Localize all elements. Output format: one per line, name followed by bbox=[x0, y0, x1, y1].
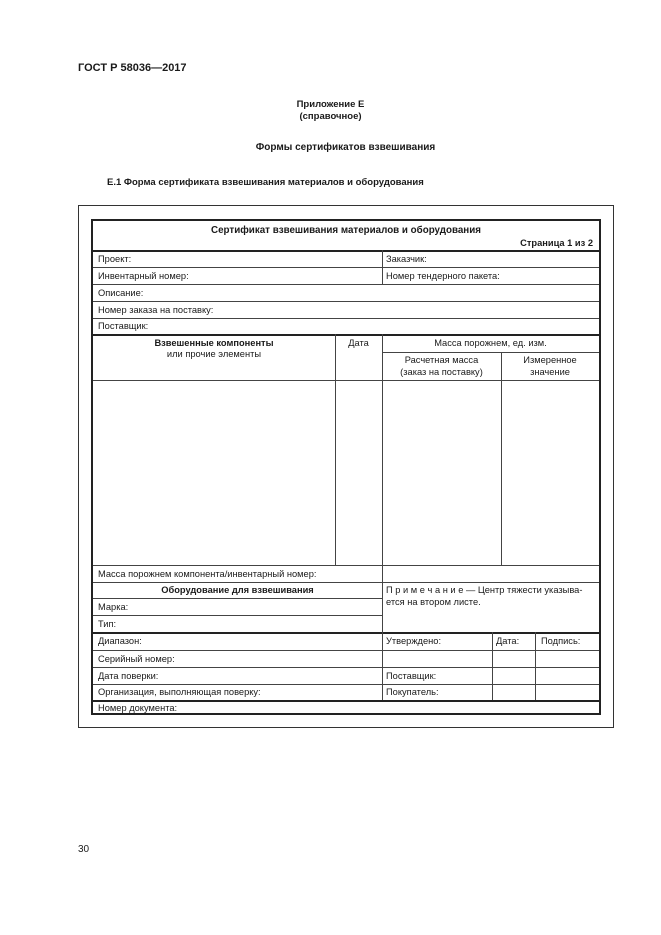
empty-mass-column-header: Масса порожнем, ед. изм. bbox=[434, 338, 547, 348]
serial-number-label: Серийный номер: bbox=[98, 654, 175, 664]
divider bbox=[382, 334, 383, 632]
divider bbox=[93, 615, 382, 616]
calibration-date-label: Дата поверки: bbox=[98, 671, 159, 681]
supplier-sign-label: Поставщик: bbox=[386, 671, 437, 681]
subsection-title: Е.1 Форма сертификата взвешивания материалов и оборудования bbox=[107, 177, 424, 188]
page-label: Страница 1 из 2 bbox=[520, 238, 593, 248]
form-title: Сертификат взвешивания материалов и оборудования bbox=[211, 225, 481, 236]
divider bbox=[382, 352, 599, 353]
date-column-header: Дата bbox=[348, 338, 369, 348]
divider bbox=[335, 334, 336, 566]
customer-label: Заказчик: bbox=[386, 254, 427, 264]
divider bbox=[93, 700, 599, 702]
divider bbox=[93, 301, 599, 302]
divider bbox=[93, 284, 599, 285]
divider bbox=[93, 267, 599, 268]
divider bbox=[93, 582, 599, 583]
appendix-note: (справочное) bbox=[299, 111, 362, 122]
buyer-label: Покупатель: bbox=[386, 687, 439, 697]
divider bbox=[93, 380, 599, 381]
section-title: Формы сертификатов взвешивания bbox=[255, 142, 436, 153]
divider bbox=[93, 598, 382, 599]
note-text-continued: ется на втором листе. bbox=[386, 597, 481, 607]
equipment-header: Оборудование для взвешивания bbox=[161, 585, 314, 595]
range-label: Диапазон: bbox=[98, 636, 142, 646]
approved-label: Утверждено: bbox=[386, 636, 442, 646]
document-number-label: Номер документа: bbox=[98, 703, 178, 713]
divider bbox=[382, 632, 383, 700]
divider bbox=[93, 334, 599, 336]
delivery-order-label: Номер заказа на поставку: bbox=[98, 305, 214, 315]
divider bbox=[492, 632, 493, 700]
components-column-header: Взвешенные компоненты bbox=[154, 338, 274, 348]
divider bbox=[93, 650, 599, 651]
divider bbox=[93, 565, 599, 566]
components-column-subheader: или прочие элементы bbox=[166, 349, 262, 359]
divider bbox=[93, 318, 599, 319]
divider bbox=[93, 667, 599, 668]
description-label: Описание: bbox=[98, 288, 144, 298]
divider bbox=[501, 352, 502, 566]
calculated-mass-subheader: (заказ на поставку) bbox=[400, 367, 483, 377]
weighing-certificate-form bbox=[91, 219, 601, 715]
note-text: П р и м е ч а н и е — Центр тяжести указыва- bbox=[386, 585, 583, 595]
empty-mass-component-label: Масса порожнем компонента/инвентарный номер: bbox=[98, 569, 317, 579]
divider bbox=[93, 632, 599, 634]
inventory-number-label: Инвентарный номер: bbox=[98, 271, 189, 281]
brand-label: Марка: bbox=[98, 602, 129, 612]
tender-number-label: Номер тендерного пакета: bbox=[386, 271, 500, 281]
measured-value-subheader: значение bbox=[530, 367, 570, 377]
divider bbox=[93, 250, 599, 252]
calibration-org-label: Организация, выполняющая поверку: bbox=[98, 687, 261, 697]
project-label: Проект: bbox=[98, 254, 132, 264]
appendix-title: Приложение Е bbox=[296, 99, 365, 110]
type-label: Тип: bbox=[98, 619, 117, 629]
page-number: 30 bbox=[78, 844, 90, 855]
divider bbox=[93, 684, 599, 685]
measured-value-header: Измеренное bbox=[523, 355, 577, 365]
signature-label: Подпись: bbox=[541, 636, 581, 646]
date-label: Дата: bbox=[496, 636, 520, 646]
calculated-mass-header: Расчетная масса bbox=[404, 355, 479, 365]
standard-number: ГОСТ Р 58036—2017 bbox=[78, 62, 187, 74]
divider bbox=[382, 250, 383, 285]
divider bbox=[535, 632, 536, 700]
supplier-label: Поставщик: bbox=[98, 321, 149, 331]
